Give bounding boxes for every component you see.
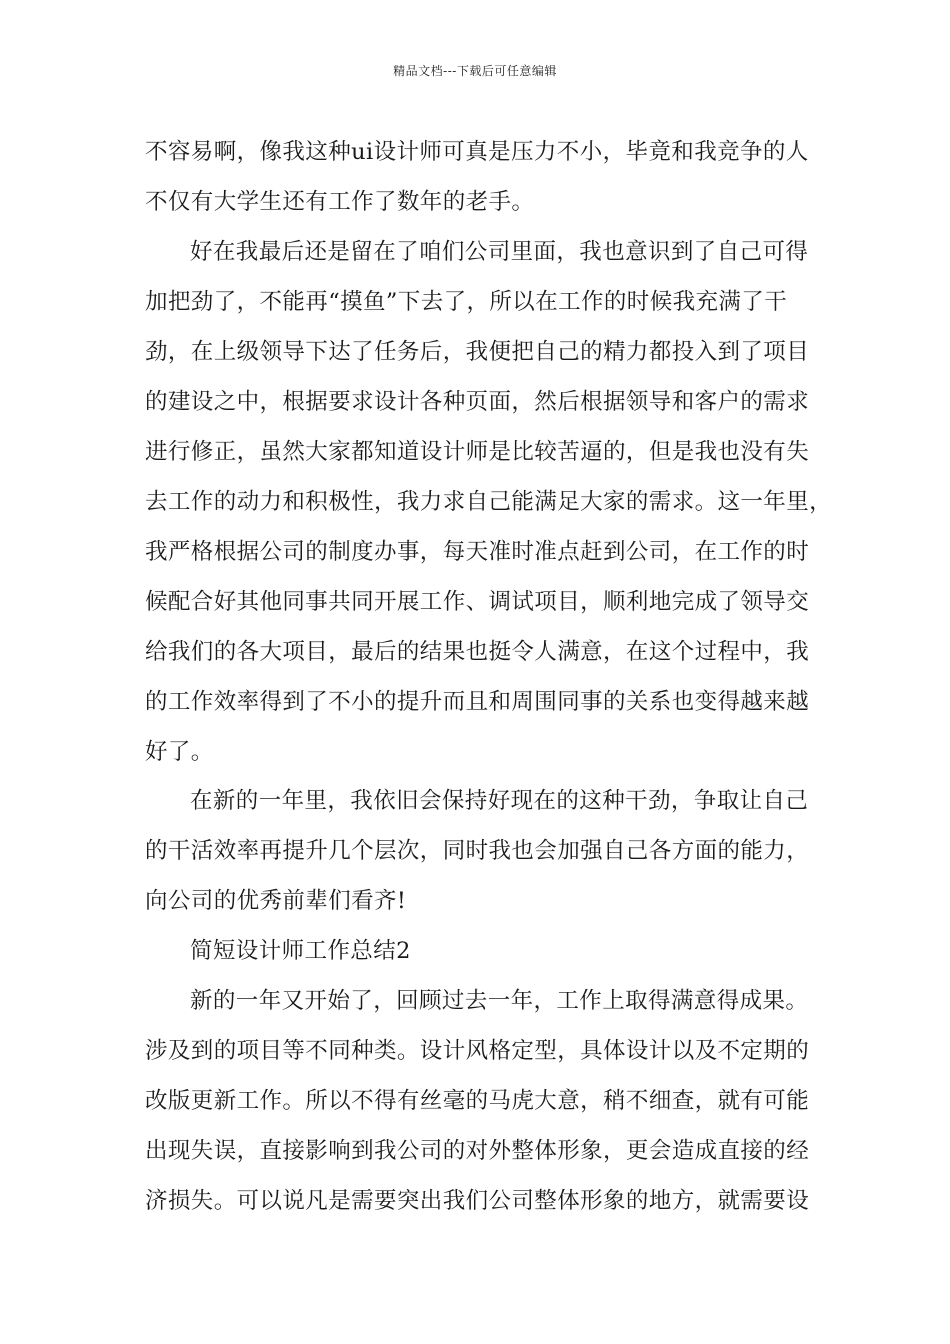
text-line: 济损失。可以说凡是需要突出我们公司整体形象的地方，就需要设	[145, 1188, 810, 1214]
text-line: 涉及到的项目等不同种类。设计风格定型，具体设计以及不定期的	[145, 1038, 810, 1064]
text-line: 进行修正，虽然大家都知道设计师是比较苦逼的，但是我也没有失	[145, 439, 810, 465]
text-line: 出现失误，直接影响到我公司的对外整体形象，更会造成直接的经	[145, 1138, 810, 1164]
text-line: 候配合好其他同事共同开展工作、调试项目，顺利地完成了领导交	[145, 589, 810, 615]
text-line: 向公司的优秀前辈们看齐!	[145, 888, 407, 914]
text-line: 在新的一年里，我依旧会保持好现在的这种干劲，争取让自己	[190, 788, 809, 814]
text-line: 的干活效率再提升几个层次，同时我也会加强自己各方面的能力，	[145, 838, 810, 864]
text-line: 我严格根据公司的制度办事，每天准时准点赶到公司，在工作的时	[145, 539, 810, 565]
text-line: 加把劲了，不能再“摸鱼”下去了，所以在工作的时候我充满了干	[145, 289, 788, 315]
text-line: 不容易啊，像我这种ui设计师可真是压力不小，毕竟和我竞争的人	[145, 139, 809, 165]
page-header: 精品文档---下载后可任意编辑	[393, 64, 557, 78]
text-line: 给我们的各大项目，最后的结果也挺令人满意，在这个过程中，我	[145, 639, 810, 665]
text-line: 的工作效率得到了不小的提升而且和周围同事的关系也变得越来越	[145, 689, 810, 715]
text-line: 改版更新工作。所以不得有丝毫的马虎大意，稍不细查，就有可能	[145, 1088, 810, 1114]
section-heading: 简短设计师工作总结2	[190, 938, 411, 964]
text-line: 好在我最后还是留在了咱们公司里面，我也意识到了自己可得	[190, 239, 809, 265]
text-line: 好了。	[145, 739, 214, 765]
text-line: 新的一年又开始了，回顾过去一年，工作上取得满意得成果。	[190, 988, 809, 1014]
text-line: 去工作的动力和积极性，我力求自己能满足大家的需求。这一年里，	[145, 489, 833, 515]
text-line: 的建设之中，根据要求设计各种页面，然后根据领导和客户的需求	[145, 389, 810, 415]
text-line: 不仅有大学生还有工作了数年的老手。	[145, 189, 535, 215]
text-line: 劲，在上级领导下达了任务后，我便把自己的精力都投入到了项目	[145, 339, 810, 365]
